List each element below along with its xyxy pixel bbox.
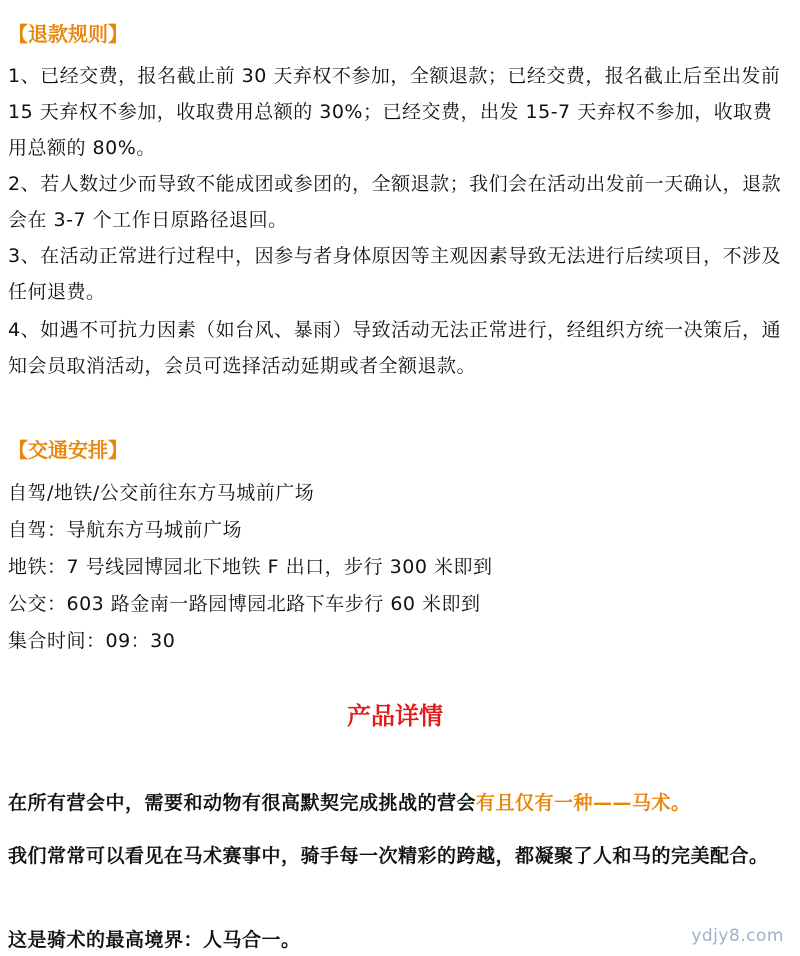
product-paragraph-2: 我们常常可以看见在马术赛事中，骑手每一次精彩的跨越，都凝聚了人和马的完美配合。	[8, 845, 769, 867]
transport-line-summary: 自驾/地铁/公交前往东方马城前广场	[8, 482, 315, 504]
transport-line-drive: 自驾：导航东方马城前广场	[8, 519, 243, 541]
refund-rule-4: 4、如遇不可抗力因素（如台风、暴雨）导致活动无法正常进行，经组织方统一决策后，通知会员取消活动，会员可选择活动延期或者全额退款。	[8, 319, 782, 377]
product-paragraph-3: 这是骑术的最高境界：人马合一。	[8, 929, 301, 951]
refund-rule-3: 3、在活动正常进行过程中，因参与者身体原因等主观因素导致无法进行后续项目，不涉及任何退费。	[8, 245, 782, 303]
refund-rule-2: 2、若人数过少而导致不能成团或参团的，全额退款；我们会在活动出发前一天确认，退款会在 3-7 个工作日原路径退回。	[8, 173, 782, 231]
site-watermark: ydjy8.com	[691, 926, 784, 946]
product-paragraph-1	[8, 788, 691, 815]
transport-heading: 【交通安排】	[8, 438, 128, 462]
product-paragraph-1-highlight: 有且仅有一种——马术。	[476, 792, 691, 814]
transport-line-metro: 地铁：7 号线园博园北下地铁 F 出口，步行 300 米即到	[8, 556, 493, 578]
refund-rules-heading: 【退款规则】	[8, 22, 128, 46]
product-details-title: 产品详情	[347, 702, 443, 730]
product-paragraph-1-text: 在所有营会中，需要和动物有很高默契完成挑战的营会	[8, 792, 477, 814]
refund-rule-1: 1、已经交费，报名截止前 30 天弃权不参加，全额退款；已经交费，报名截止后至出发前 15 天弃权不参加，收取费用总额的 30%；已经交费，出发 15-7 天弃权不参加，收取费用总额的 80%。	[8, 65, 781, 159]
transport-line-meeting-time: 集合时间：09：30	[8, 630, 176, 652]
transport-line-bus: 公交：603 路金南一路园博园北路下车步行 60 米即到	[8, 593, 481, 615]
